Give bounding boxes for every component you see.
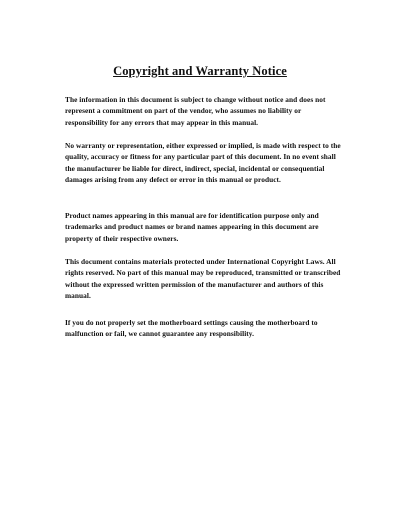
paragraph-trademarks: Product names appearing in this manual are for identification purpose only and trademarks and product names or brand names appearing in this document are property of their respective owners. xyxy=(65,211,319,243)
paragraph-change-notice: The information in this document is subject to change without notice and does not represent a commitment on part of the vendor, who assumes no liability or responsibility for any errors that may appear in this manual. xyxy=(65,95,326,127)
page-title: Copyright and Warranty Notice xyxy=(113,64,287,78)
paragraph-responsibility: If you do not properly set the motherboard settings causing the motherboard to malfunction or fail, we cannot guarantee any responsibility. xyxy=(65,318,318,339)
paragraph-copyright: This document contains materials protected under International Copyright Laws. All rights reserved. No part of this manual may be reproduced, transmitted or transcribed without the expressed written permission of the manufacturer and authors of this manual. xyxy=(65,257,341,300)
paragraph-warranty: No warranty or representation, either expressed or implied, is made with respect to the quality, accuracy or fitness for any particular part of this document. In no event shall the manufacturer be liable for direct, indirect, special, incidental or consequential damages arising from any defect or error in this manual or product. xyxy=(65,141,341,184)
